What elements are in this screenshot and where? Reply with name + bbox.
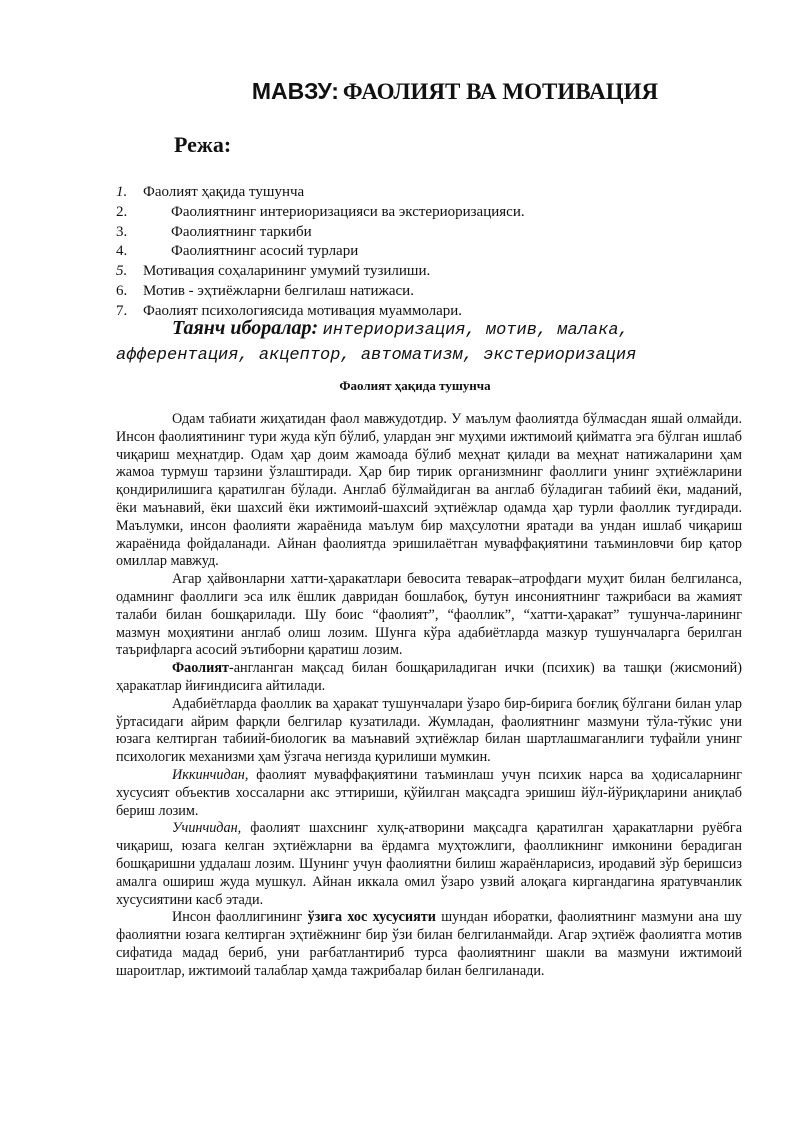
- plan-item-number: 6.: [116, 282, 128, 299]
- paragraph: [116, 909, 742, 980]
- paragraph-text: -англанган мақсад билан бошқариладиган ички (психик) ва ташқи (жисмоний) ҳаракатлар йиғиндисига айтилади.: [116, 660, 742, 694]
- plan-item-text: Фаолиятнинг таркиби: [171, 223, 312, 240]
- plan-item: [116, 183, 525, 203]
- paragraph: [116, 820, 742, 909]
- title-prefix: МАВЗУ:: [251, 78, 339, 104]
- paragraph: Агар ҳайвонларни хатти-ҳаракатлари бевосита теварак–атрофдаги муҳит билан белгиланса, одамнинг фаоллиги эса илк ёшлик давридан бошлабоқ, бутун инсониятнинг тажрибаси ва жамият талаби билан бошқарилади. Шу боис “фаолият”, “фаоллик”, “хатти-ҳаракат” тушунча-ларининг мазмун моҳиятини англаб олиш лозим. Шунга кўра адабиётларда мазкур тушунчаларга берилган таърифларга асосий эътиборни қаратиш лозим.: [116, 571, 742, 659]
- plan-heading: Режа:: [174, 132, 232, 157]
- plan-item-number: 5.: [116, 263, 128, 280]
- section-title: Фаолият ҳақида тушунча: [339, 378, 491, 393]
- plan-item-text: Фаолият ҳақида тушунча: [143, 184, 305, 200]
- keywords-block: [116, 317, 756, 367]
- paragraph-text: фаолият муваффақиятини таъминлаш учун психик нарса ва ҳодисаларнинг хусусият объектив хоссаларни акс эттириши, қўйилган мақсадга эришиш йўл-йўриқларини аниқлаб бериш лозим.: [116, 766, 742, 819]
- page-title: [0, 78, 800, 105]
- plan-item: [116, 262, 525, 282]
- title-main: ФАОЛИЯТ ВА МОТИВАЦИЯ: [342, 79, 659, 104]
- plan-list: [116, 183, 525, 322]
- plan-item: [116, 203, 525, 223]
- plan-item-text: Мотив - эҳтиёжларни белгилаш натижаси.: [143, 282, 414, 299]
- plan-item-text: Фаолият психологиясида мотивация муаммолари.: [143, 302, 463, 319]
- plan-item-number: 1.: [116, 184, 128, 200]
- paragraph-text: шундан иборатки, фаолиятнинг мазмуни ана шу фаолиятни юзага келтирган эҳтиёжнинг бир ўзи билан белгиланмайди. Агар эҳтиёж фаолиятга мотив сифатида мадад бериб, уни рағбатлантириб турса фаолиятнинг шакли ва мазмуни ижтимоий шароитлар, ижтимоий талаблар ҳамда тажрибалар билан белгиланади.: [116, 909, 742, 979]
- paragraph-text: Инсон фаоллигининг: [172, 909, 308, 926]
- plan-item-number: 3.: [116, 223, 128, 240]
- plan-item-number: 2.: [116, 203, 128, 220]
- plan-item: [116, 282, 525, 302]
- term-bold: ўзига хос хусусияти: [307, 909, 436, 926]
- term-italic: Учинчидан,: [172, 820, 242, 837]
- keywords-label: Таянч иборалар:: [172, 317, 319, 339]
- plan-item-number: 4.: [116, 243, 128, 260]
- paragraph: Адабиётларда фаоллик ва ҳаракат тушунчалари ўзаро бир-бирига боғлиқ бўлгани билан улар ўртасидаги айрим фарқли белгилар кузатилади. Жумладан, фаолиятнинг мазмуни тўла-тўкис уни юзага келтирган табиий-биологик ва маънавий эҳтиёжлар билан шартлашмаганлиги туфайли унинг психологик механизми ҳам ўзгача негизда қурилиши мумкин.: [116, 695, 742, 766]
- plan-item-text: Мотивация соҳаларининг умумий тузилиши.: [143, 263, 431, 280]
- paragraph-text: фаолият шахснинг хулқ-атворини мақсадга қаратилган ҳаракатларни руёбга чиқариш, юзага келган эҳтиёжларни ва ёрдамга муҳтожлиги, фаолликнинг имконини берадиган бошқаришни уддалаш лозим. Шунинг учун фаолиятни билиш жараёнларисиз, иродавий зўр беришсиз амалга ошириш жуда мушкул. Айнан иккала омил ўзаро узвий алоқага киргандагина яратувчанлик хусусиятини касб этади.: [116, 820, 742, 908]
- paragraph: Одам табиати жиҳатидан фаол мавжудотдир. У маълум фаолиятда бўлмасдан яшай олмайди. Инсон фаолиятининг тури жуда кўп бўлиб, улардан энг муҳими ижтимоий қийматга эга бўлган ишлаб чиқариш меҳнатдир. Одам ҳар доим жамоада бўлиб меҳнат қилади ва меҳнат натижаларини ҳам жамоа турмуш тарзини ўзлаштиради. Ҳар бир тирик организмнинг фаоллиги унинг эҳтиёжларини қондирилишига қаратилган бўлади. Англаб бўлмайдиган ва англаб бўладиган табиий ёки, маданий, ёки маънавий, ёки шахсий ёки ижтимоий-шахсий эҳтиёжлар одамда ҳар турли фаоллик туғдиради. Маълумки, инсон фаолияти жараёнида маълум бир маҳсулотни яратади ва ундан ишлаб чиқариш жараёнида фойдаланади. Айнан фаолиятда эришилаётган муваффақиятини таъминловчи бир қатор омиллар мавжуд.: [116, 411, 742, 570]
- paragraph: [116, 767, 742, 820]
- body-text: [116, 411, 742, 981]
- plan-item: [116, 242, 525, 262]
- plan-item-number: 7.: [116, 302, 128, 319]
- term-italic: Иккинчидан,: [172, 766, 249, 783]
- term-bold: Фаолият: [172, 660, 229, 677]
- plan-item: [116, 223, 525, 243]
- plan-item-text: Фаолиятнинг интериоризацияси ва экстериоризацияси.: [171, 203, 525, 220]
- keywords-text: интериоризация, мотив, малака, афферентация, акцептор, автоматизм, экстериоризация: [116, 321, 637, 365]
- paragraph: [116, 660, 742, 696]
- plan-item-text: Фаолиятнинг асосий турлари: [171, 243, 359, 260]
